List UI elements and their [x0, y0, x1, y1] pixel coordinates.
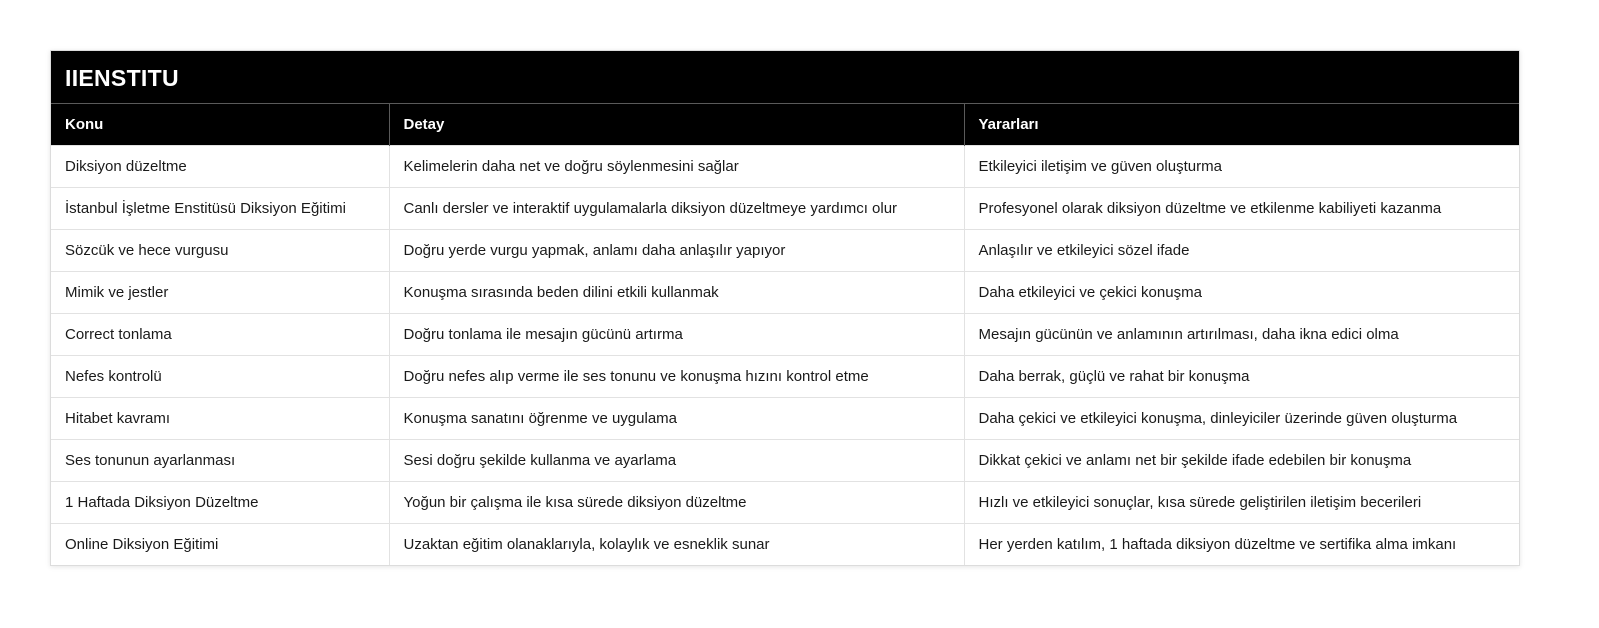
cell-detay: Sesi doğru şekilde kullanma ve ayarlama: [389, 440, 964, 482]
table-row: [51, 482, 1519, 524]
cell-konu: İstanbul İşletme Enstitüsü Diksiyon Eğitimi: [51, 188, 389, 230]
table-row: [51, 188, 1519, 230]
cell-yararlari: Daha etkileyici ve çekici konuşma: [964, 272, 1519, 314]
table-row: [51, 314, 1519, 356]
cell-konu: Correct tonlama: [51, 314, 389, 356]
cell-yararlari: Dikkat çekici ve anlamı net bir şekilde ifade edebilen bir konuşma: [964, 440, 1519, 482]
cell-detay: Doğru nefes alıp verme ile ses tonunu ve konuşma hızını kontrol etme: [389, 356, 964, 398]
cell-detay: Konuşma sanatını öğrenme ve uygulama: [389, 398, 964, 440]
cell-konu: Diksiyon düzeltme: [51, 146, 389, 188]
column-header-konu: Konu: [51, 104, 389, 146]
cell-konu: Nefes kontrolü: [51, 356, 389, 398]
table-header-row: [51, 104, 1519, 146]
cell-yararlari: Etkileyici iletişim ve güven oluşturma: [964, 146, 1519, 188]
cell-yararlari: Mesajın gücünün ve anlamının artırılması, daha ikna edici olma: [964, 314, 1519, 356]
table-row: [51, 524, 1519, 566]
cell-detay: Doğru yerde vurgu yapmak, anlamı daha anlaşılır yapıyor: [389, 230, 964, 272]
cell-yararlari: Daha çekici ve etkileyici konuşma, dinleyiciler üzerinde güven oluşturma: [964, 398, 1519, 440]
cell-yararlari: Hızlı ve etkileyici sonuçlar, kısa sürede geliştirilen iletişim becerileri: [964, 482, 1519, 524]
cell-konu: 1 Haftada Diksiyon Düzeltme: [51, 482, 389, 524]
info-table-card: [50, 50, 1520, 566]
cell-konu: Sözcük ve hece vurgusu: [51, 230, 389, 272]
table-row: [51, 272, 1519, 314]
cell-yararlari: Her yerden katılım, 1 haftada diksiyon düzeltme ve sertifika alma imkanı: [964, 524, 1519, 566]
cell-detay: Kelimelerin daha net ve doğru söylenmesini sağlar: [389, 146, 964, 188]
cell-konu: Ses tonunun ayarlanması: [51, 440, 389, 482]
cell-yararlari: Anlaşılır ve etkileyici sözel ifade: [964, 230, 1519, 272]
table-row: [51, 146, 1519, 188]
cell-detay: Uzaktan eğitim olanaklarıyla, kolaylık ve esneklik sunar: [389, 524, 964, 566]
table-title: IIENSTITU: [51, 51, 1519, 103]
cell-yararlari: Daha berrak, güçlü ve rahat bir konuşma: [964, 356, 1519, 398]
cell-konu: Mimik ve jestler: [51, 272, 389, 314]
column-header-yararlari: Yararları: [964, 104, 1519, 146]
cell-detay: Konuşma sırasında beden dilini etkili kullanmak: [389, 272, 964, 314]
table-row: [51, 356, 1519, 398]
info-table: [51, 103, 1519, 565]
column-header-detay: Detay: [389, 104, 964, 146]
cell-yararlari: Profesyonel olarak diksiyon düzeltme ve etkilenme kabiliyeti kazanma: [964, 188, 1519, 230]
cell-konu: Hitabet kavramı: [51, 398, 389, 440]
cell-detay: Canlı dersler ve interaktif uygulamalarla diksiyon düzeltmeye yardımcı olur: [389, 188, 964, 230]
table-row: [51, 440, 1519, 482]
cell-detay: Yoğun bir çalışma ile kısa sürede diksiyon düzeltme: [389, 482, 964, 524]
cell-detay: Doğru tonlama ile mesajın gücünü artırma: [389, 314, 964, 356]
table-row: [51, 398, 1519, 440]
table-row: [51, 230, 1519, 272]
cell-konu: Online Diksiyon Eğitimi: [51, 524, 389, 566]
